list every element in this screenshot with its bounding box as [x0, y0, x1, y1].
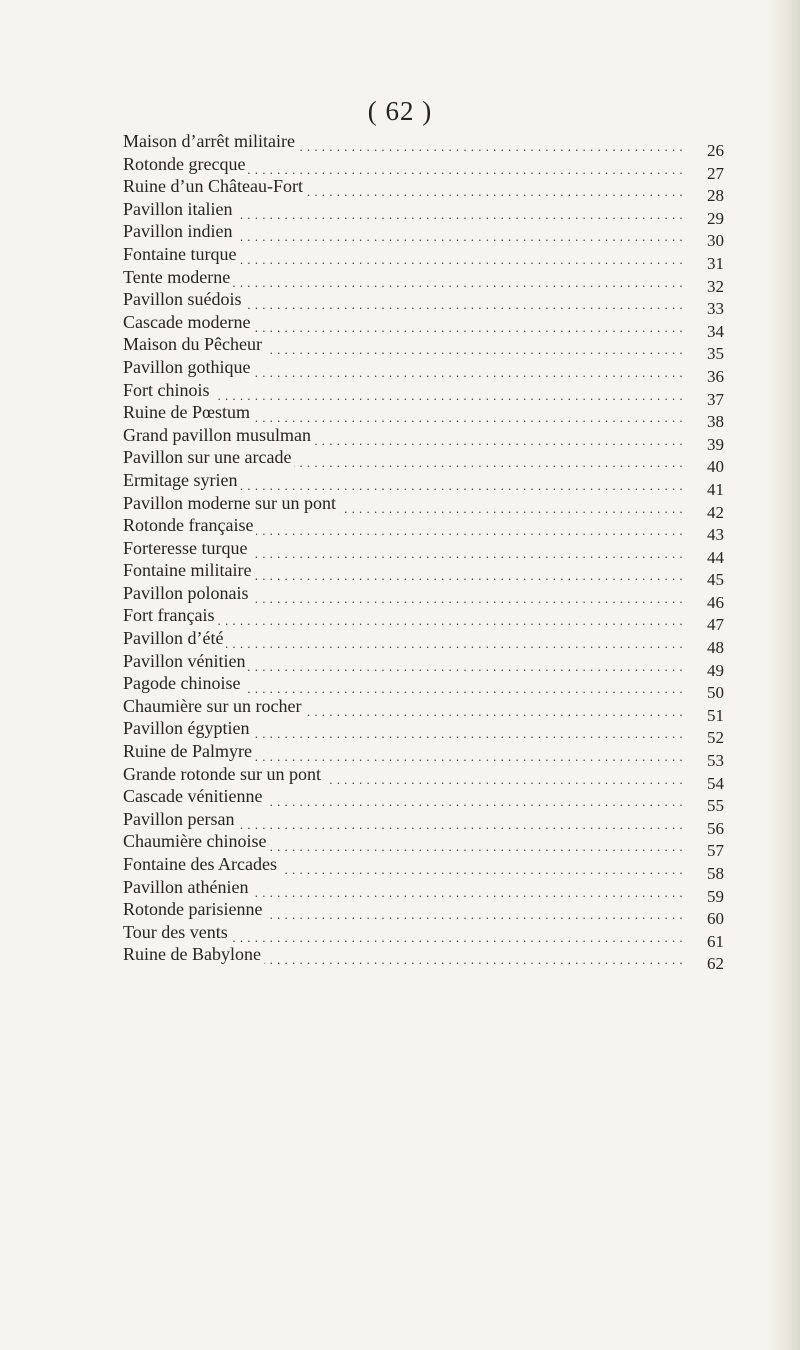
entry-page-number: 55 [707, 796, 724, 816]
toc-entry [123, 650, 724, 680]
entry-title: Pavillon égyptien [123, 717, 252, 739]
entry-page-number: 27 [707, 163, 724, 183]
toc-entry [123, 943, 724, 974]
entry-page-number: 39 [707, 434, 724, 454]
entry-page-number: 48 [707, 638, 724, 658]
toc-entry [123, 717, 724, 748]
entry-page-number: 54 [707, 773, 724, 793]
entry-page-number: 32 [707, 276, 724, 296]
toc-entry [123, 876, 724, 906]
toc-entry [123, 424, 724, 454]
entry-title: Grand pavillon musulman [123, 424, 314, 446]
entry-title: Ermitage syrien [123, 469, 240, 491]
entry-page-number: 44 [707, 547, 724, 567]
entry-title: Tente moderne [123, 266, 233, 288]
entry-page-number: 60 [707, 909, 724, 929]
toc-entry [123, 853, 724, 883]
entry-title: Pavillon d’été [123, 627, 226, 649]
entry-page-number: 53 [707, 751, 724, 771]
entry-page-number: 31 [707, 253, 724, 273]
entry-page-number: 59 [707, 886, 724, 906]
entry-title: Rotonde parisienne [123, 898, 265, 920]
entry-page-number: 58 [707, 864, 724, 883]
toc-entry [123, 333, 724, 364]
table-of-contents [123, 130, 724, 974]
entry-page-number: 43 [707, 525, 724, 545]
entry-title: Pavillon vénitien [123, 650, 248, 672]
entry-title: Fontaine turque [123, 243, 239, 265]
toc-entry [123, 220, 724, 251]
entry-title: Maison d’arrêt militaire [123, 130, 298, 152]
entry-title: Pavillon suédois [123, 288, 245, 310]
toc-entry [123, 446, 724, 477]
page-edge-shadow [766, 0, 800, 1350]
toc-entry [123, 401, 724, 432]
entry-title: Ruine de Palmyre [123, 740, 255, 762]
toc-entry [123, 288, 724, 319]
dot-leader [143, 385, 686, 401]
entry-title: Fontaine militaire [123, 559, 254, 581]
toc-entry [123, 537, 724, 567]
toc-entry [123, 243, 724, 273]
entry-title: Cascade vénitienne [123, 785, 265, 807]
entry-title: Cascade moderne [123, 311, 253, 333]
toc-entry [123, 514, 724, 545]
entry-page-number: 28 [707, 186, 724, 206]
toc-entry [123, 311, 724, 341]
entry-title: Pavillon gothique [123, 356, 254, 378]
toc-entry [123, 898, 724, 929]
entry-page-number: 52 [707, 728, 724, 748]
entry-title: Pavillon italien [123, 198, 236, 220]
entry-page-number: 34 [707, 321, 724, 341]
entry-page-number: 42 [707, 502, 724, 522]
entry-page-number: 47 [707, 615, 724, 635]
toc-entry [123, 627, 724, 658]
entry-title: Pavillon athénien [123, 876, 251, 898]
toc-entry [123, 356, 724, 386]
toc-entry [123, 198, 724, 228]
page-number: ( 62 ) [367, 96, 433, 126]
entry-page-number: 62 [707, 954, 724, 974]
entry-title: Pavillon sur une arcade [123, 446, 294, 468]
entry-title: Ruine de Babylone [123, 943, 264, 965]
toc-entry [123, 921, 724, 951]
entry-title: Pagode chinoise [123, 672, 243, 694]
toc-entry [123, 130, 724, 160]
toc-entry [123, 763, 724, 793]
entry-page-number: 56 [707, 818, 724, 838]
toc-entry [123, 582, 724, 612]
entry-title: Ruine d’un Château-Fort [123, 175, 306, 197]
entry-title: Maison du Pêcheur [123, 333, 265, 355]
toc-entry [123, 559, 724, 590]
toc-entry [123, 672, 724, 703]
toc-entry [123, 266, 724, 296]
entry-title: Grande rotonde sur un pont [123, 763, 324, 785]
entry-title: Pavillon moderne sur un pont [123, 492, 339, 514]
entry-page-number: 50 [707, 683, 724, 703]
toc-entry [123, 830, 724, 861]
entry-page-number: 51 [707, 705, 724, 725]
entry-page-number: 29 [707, 208, 724, 228]
entry-page-number: 46 [707, 592, 724, 612]
entry-title: Fort français [123, 604, 217, 626]
entry-page-number: 41 [707, 479, 724, 499]
entry-title: Rotonde grecque [123, 153, 248, 175]
toc-entry [123, 785, 724, 816]
toc-entry [123, 492, 724, 522]
entry-title: Tour des vents [123, 921, 231, 943]
toc-entry [123, 175, 724, 206]
entry-page-number: 26 [707, 141, 724, 160]
toc-entry [123, 808, 724, 838]
toc-entry [123, 740, 724, 771]
entry-title: Fort chinois [123, 379, 213, 401]
entry-page-number: 49 [707, 660, 724, 680]
entry-title: Pavillon polonais [123, 582, 252, 604]
entry-title: Pavillon persan [123, 808, 237, 830]
entry-page-number: 36 [707, 366, 724, 386]
toc-entry [123, 604, 724, 635]
entry-page-number: 35 [707, 344, 724, 364]
entry-title: Forteresse turque [123, 537, 250, 559]
entry-page-number: 30 [707, 231, 724, 251]
entry-page-number: 33 [707, 299, 724, 319]
entry-page-number: 57 [707, 841, 724, 861]
entry-page-number: 38 [707, 412, 724, 432]
toc-entry [123, 469, 724, 499]
dot-leader [143, 610, 686, 626]
entry-title: Fontaine des Arcades [123, 853, 280, 875]
toc-entry [123, 695, 724, 725]
entry-title: Rotonde française [123, 514, 256, 536]
entry-title: Ruine de Pœstum [123, 401, 253, 423]
entry-page-number: 37 [707, 389, 724, 409]
entry-page-number: 40 [707, 457, 724, 477]
toc-entry [123, 153, 724, 183]
entry-title: Pavillon indien [123, 220, 236, 242]
entry-page-number: 45 [707, 570, 724, 590]
entry-title: Chaumière chinoise [123, 830, 269, 852]
toc-entry [123, 379, 724, 409]
entry-page-number: 61 [707, 931, 724, 951]
entry-title: Chaumière sur un rocher [123, 695, 304, 717]
